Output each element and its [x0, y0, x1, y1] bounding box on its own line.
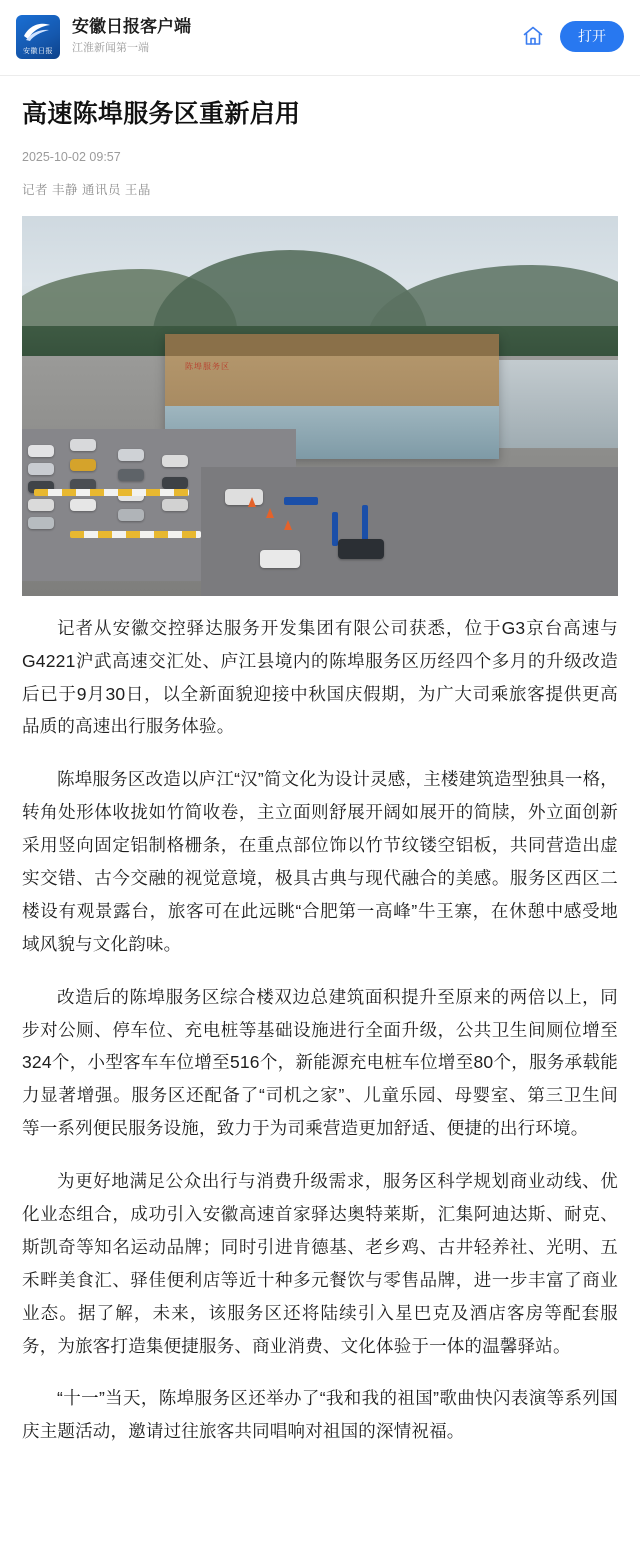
building-sign: 陈埠服务区 — [185, 362, 231, 372]
article-paragraph: 记者从安徽交控驿达服务开发集团有限公司获悉，位于G3京台高速与G4221沪武高速交汇处、庐江县境内的陈埠服务区历经四个多月的升级改造后已于9月30日，以全新面貌迎接中秋国庆假期，为广大司乘旅客提供更高品质的高速出行服务体验。 — [22, 617, 618, 737]
traffic-cone — [266, 508, 274, 518]
article-paragraph: 改造后的陈埠服务区综合楼双边总建筑面积提升至原来的两倍以上，同步对公厕、停车位、充电桩等基础设施进行全面升级，公共卫生间厕位增至324个，小型客车车位增至516个，新能源充电桩车位增至80个，服务承载能力显著增强。服务区还配备了“司机之家”、儿童乐园、母婴室、第三卫生间等一系列便民服务设施，致力于为司乘营造更加舒适、便捷的出行环境。 — [22, 986, 618, 1139]
parked-car — [118, 509, 144, 521]
open-app-button[interactable]: 打开 — [560, 21, 624, 52]
parked-car — [28, 463, 54, 475]
moving-car — [260, 550, 300, 568]
article-body — [0, 76, 640, 1498]
curb-stripe — [34, 489, 189, 496]
home-icon[interactable] — [520, 23, 546, 49]
blue-post — [362, 505, 368, 541]
parked-car — [162, 499, 188, 511]
article-paragraph: 陈埠服务区改造以庐江“汉”简文化为设计灵感，主楼建筑造型独具一格，转角处形体收拢如竹简收卷，主立面则舒展开阔如展开的简牍，外立面创新采用竖向固定铝制格栅条，在重点部位饰以竹节纹镂空铝板，共同营造出虚实交错、古今交融的视觉意境，极具古典与现代融合的美感。服务区西区二楼设有观景露台，旅客可在此远眺“合肥第一高峰”牛王寨，在休憩中感受地域风貌与文化韵味。 — [22, 769, 618, 954]
parked-car — [118, 449, 144, 461]
parked-car — [70, 499, 96, 511]
app-logo — [16, 15, 60, 59]
building-roof — [165, 334, 499, 357]
logo-swoosh-icon — [22, 20, 52, 42]
parked-car — [28, 445, 54, 457]
header-actions — [520, 21, 624, 52]
parked-car — [162, 477, 188, 489]
brand-title: 安徽日报客户端 — [72, 17, 191, 37]
parked-car — [70, 439, 96, 451]
moving-car — [338, 539, 384, 559]
byline: 记者 丰静 通讯员 王晶 — [22, 182, 151, 197]
parked-car — [118, 469, 144, 481]
traffic-cone — [284, 520, 292, 530]
hero-image — [22, 216, 618, 596]
parked-car — [162, 455, 188, 467]
curb-stripe — [70, 531, 201, 538]
article-paragraph: “十一”当天，陈埠服务区还举办了“我和我的祖国”歌曲快闪表演等系列国庆主题活动，邀请过往旅客共同唱响对祖国的深情祝福。 — [22, 1388, 618, 1442]
publish-date: 2025-10-02 09:57 — [22, 149, 121, 164]
logo-text: 安徽日报 — [23, 47, 53, 55]
moving-car — [225, 489, 263, 505]
parked-car — [28, 499, 54, 511]
parked-car — [28, 517, 54, 529]
driveway — [201, 467, 618, 596]
blue-barrier — [284, 497, 318, 505]
app-header — [0, 0, 640, 76]
brand-subtitle: 江淮新闻第一端 — [72, 42, 149, 55]
brand-block — [72, 16, 520, 56]
article-paragraph: 为更好地满足公众出行与消费升级需求，服务区科学规划商业动线、优化业态组合，成功引入安徽高速首家驿达奥特莱斯，汇集阿迪达斯、耐克、斯凯奇等知名运动品牌；同时引进肯德基、老乡鸡、古井轻养社、光明、五禾畔美食汇、驿佳便利店等近十种多元餐饮与零售品牌，进一步丰富了商业业态。据了解，未来，该服务区还将陆续引入星巴克及酒店客房等配套服务，为旅客打造集便捷服务、商业消费、文化体验于一体的温馨驿站。 — [22, 1171, 618, 1356]
page-title: 高速陈埠服务区重新启用 — [22, 100, 301, 128]
blue-post — [332, 512, 338, 546]
traffic-cone — [248, 497, 256, 507]
parked-car — [70, 459, 96, 471]
